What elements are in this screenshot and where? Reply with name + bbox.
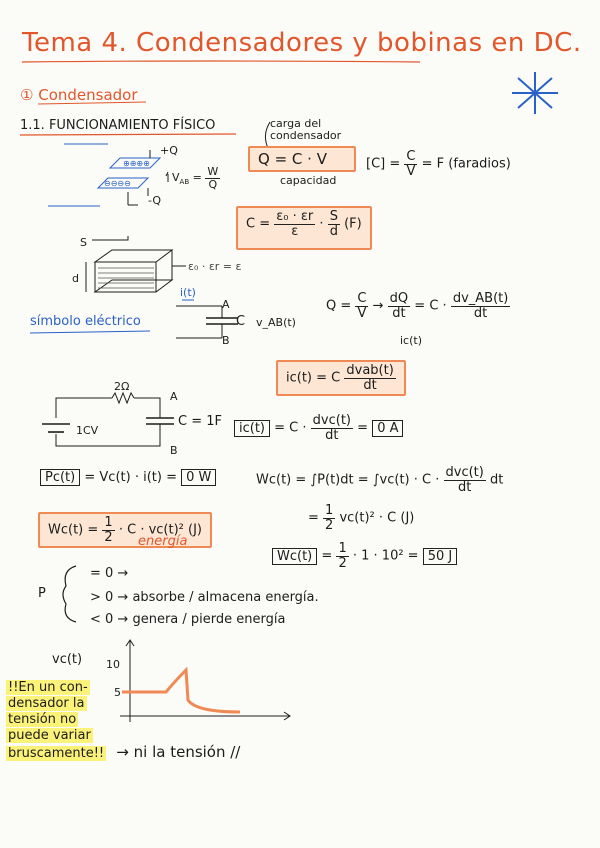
- q-eq-arrow: →: [372, 298, 384, 314]
- graph-5: 5: [114, 686, 121, 699]
- it-label: i(t): [180, 286, 196, 299]
- eq-c-num: ε₀ · εr: [276, 209, 314, 224]
- wc-box-rest: · C · vc(t)² (J): [118, 522, 202, 538]
- units-v: V: [406, 163, 416, 179]
- p-case-positive: > 0 → absorbe / almacena energía.: [90, 590, 319, 605]
- q-eq-c: C: [357, 291, 367, 306]
- circuit-node-b: B: [170, 444, 178, 457]
- q-eq-v: V: [357, 305, 367, 321]
- s-label: S: [80, 236, 87, 249]
- resistor-label: 2Ω: [114, 380, 130, 393]
- note-line-1: !!En un con-: [8, 680, 88, 695]
- q-den: Q: [208, 177, 218, 191]
- dt-a: dt: [392, 305, 406, 321]
- wc2-half: 1: [338, 541, 347, 556]
- ic-rest: = C ·: [274, 420, 307, 436]
- energia-label: energía: [138, 534, 188, 549]
- v-symbol: V: [172, 171, 180, 185]
- eq-c-mult: = C ·: [414, 298, 447, 314]
- vab-t-label: v_AB(t): [256, 316, 296, 329]
- ic-t-under: ic(t): [400, 334, 422, 347]
- eps-label: ε₀ · εr = ε: [188, 260, 242, 273]
- page-title: Tema 4. Condensadores y bobinas en DC.: [22, 28, 582, 58]
- eq-q-box: Q = C · V: [248, 146, 356, 172]
- zero-a-box: 0 A: [372, 420, 403, 437]
- carga-label: carga del condensador: [270, 117, 342, 142]
- dvab: dv_AB(t): [452, 291, 509, 306]
- source-label: 1CV: [76, 424, 99, 437]
- ic-eq-left: ic(t) = C: [286, 370, 341, 386]
- note-line-5: bruscamente!!: [8, 746, 105, 761]
- units-q: C: [406, 149, 416, 164]
- v-sub: AB: [179, 178, 190, 187]
- note-line-3: tensión no: [8, 712, 77, 727]
- pc-box: Pc(t): [40, 469, 80, 486]
- graph-y-label: vc(t): [52, 652, 83, 667]
- wc2-tail: · 1 · 10² =: [352, 548, 419, 564]
- wc-line2-eq: =: [308, 510, 319, 526]
- wc-two: 2: [325, 517, 334, 533]
- svg-text:⊕⊕⊕⊕: ⊕⊕⊕⊕: [123, 159, 150, 168]
- minus-q-label: -Q: [148, 194, 162, 207]
- capacidad-label: capacidad: [280, 174, 337, 187]
- node-b-label: B: [222, 334, 230, 347]
- eq-c-den: d: [329, 223, 338, 239]
- p-label: P: [38, 586, 46, 601]
- dq: dQ: [389, 291, 409, 306]
- section-condensador: ① Condensador: [20, 86, 138, 104]
- wc-line1: Wc(t) = ∫P(t)dt = ∫vc(t) · C ·: [256, 472, 440, 488]
- zero-w-box: 0 W: [181, 469, 216, 486]
- ic-circuit-eq: ic(t) = C · $\frac{\text{dvc(t)}}{dt}$ = 0 A: [234, 414, 403, 442]
- wc-line2-rest: vc(t)² · C (J): [339, 510, 415, 526]
- dt-d: dt: [325, 427, 339, 443]
- subsection-num: 1.1. FUNCIONAMIENTO FÍSICO: [20, 118, 216, 133]
- w-num: W: [207, 165, 219, 178]
- eq-c-unit: (F): [344, 216, 362, 232]
- note-block: [6, 680, 240, 762]
- node-a-label: A: [222, 298, 230, 311]
- plus-q-label: +Q: [160, 144, 178, 157]
- wc2-result-box: 50 J: [423, 548, 458, 565]
- wc2-box: Wc(t): [272, 548, 317, 565]
- wc-line1-end: dt: [489, 472, 504, 488]
- wc-box-two: 2: [104, 529, 113, 545]
- eq-c-e: ε: [291, 223, 299, 239]
- p-case-negative: < 0 → genera / pierde energía: [90, 612, 286, 627]
- eq-c-s: S: [329, 209, 338, 224]
- dt-c: dt: [363, 377, 377, 393]
- wc-half: 1: [325, 503, 334, 518]
- wc-box-left: Wc(t) =: [48, 522, 99, 538]
- units-rest: = F (faradios): [421, 156, 511, 172]
- cap-1f-label: C = 1F: [178, 414, 222, 429]
- units-c-left: [C] =: [366, 156, 401, 172]
- ic-box: ic(t): [234, 420, 270, 437]
- note-line-2: densador la: [8, 696, 85, 711]
- wc-dt: dt: [457, 479, 472, 495]
- wc2-two: 2: [338, 555, 347, 571]
- dt-b: dt: [473, 305, 488, 321]
- wc-box-half: 1: [104, 515, 113, 530]
- pc-rest: = Vc(t) · i(t) =: [84, 470, 177, 485]
- note-line-4: puede variar: [8, 728, 91, 743]
- wc-dvc: dvc(t): [445, 465, 484, 480]
- eq-c-left: C =: [246, 216, 271, 232]
- svg-text:⊖⊖⊖⊖: ⊖⊖⊖⊖: [104, 179, 131, 188]
- graph-10: 10: [106, 658, 120, 671]
- simbolo-label: símbolo eléctrico: [30, 314, 141, 329]
- v-eq: =: [192, 171, 202, 185]
- eq-c-mid: ·: [319, 216, 324, 232]
- cap-c-label: C: [236, 314, 246, 329]
- q-eq-left: Q =: [326, 298, 352, 314]
- wc2-rest: =: [321, 548, 333, 564]
- note-tail: → ni la tensión //: [116, 743, 241, 761]
- dvc: dvc(t): [312, 413, 351, 428]
- p-case-zero: = 0 →: [90, 566, 129, 581]
- d-label: d: [72, 272, 79, 285]
- circuit-node-a: A: [170, 390, 178, 403]
- dvab2: dvab(t): [346, 363, 394, 378]
